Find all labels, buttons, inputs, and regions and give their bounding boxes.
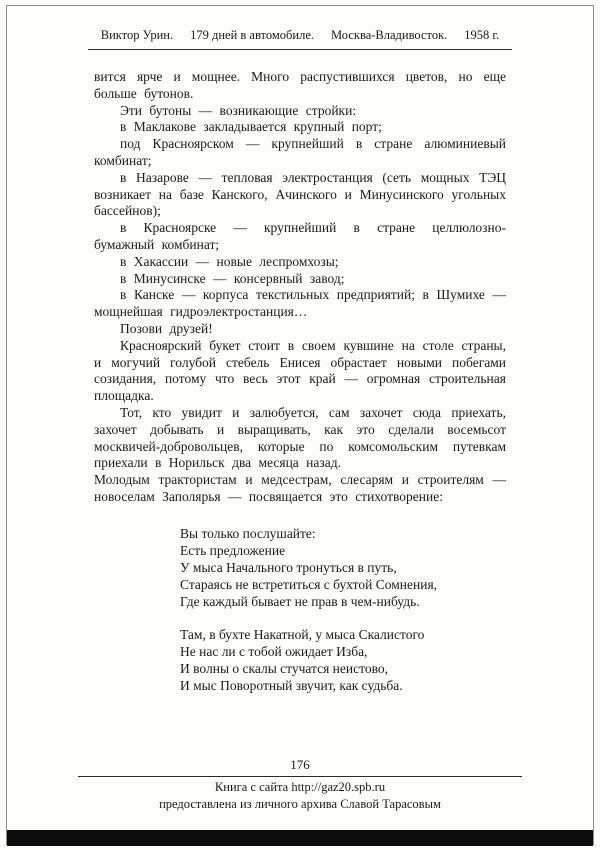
poem-line: Вы только послушайте:	[180, 525, 316, 541]
paragraph: в Канске — корпуса текстильных предприятий; в Шумихе — мощнейшая гидроэлектростанция…	[94, 287, 506, 320]
poem-block	[180, 525, 506, 694]
running-header	[94, 28, 506, 43]
poem-stanza	[180, 626, 506, 694]
header-route: Москва-Владивосток.	[331, 28, 448, 42]
paragraph: в Минусинске — консервный завод;	[120, 270, 345, 286]
footer-site-line: Книга с сайта http://gaz20.spb.ru	[214, 780, 386, 794]
paragraph: Позови друзей!	[120, 320, 213, 336]
body-text	[94, 69, 506, 506]
paragraph: Тот, кто увидит и залюбуется, сам захочет сюда приехать, захочет добывать и выращивать, как это сделали восемьсот москвичей-добровольцев, которые по комсомольским путевкам приехали в Норильск два месяца назад.	[94, 404, 506, 471]
header-rule	[88, 49, 512, 50]
paragraph: под Красноярском — крупнейший в стране алюминиевый комбинат;	[94, 136, 506, 168]
paragraph: Эти бутоны — возникающие стройки:	[120, 102, 357, 118]
poem-stanza	[180, 525, 506, 610]
poem-line: И волны о скалы стучатся неистово,	[180, 660, 388, 676]
poem-line: Есть предложение	[180, 542, 286, 558]
footer	[78, 776, 522, 812]
paragraph: в Хакассии — новые леспромхозы;	[120, 253, 339, 269]
poem-line: У мыса Начального тронуться в путь,	[180, 559, 397, 575]
paragraph: Красноярский букет стоит в своем кувшине на столе страны, и могучий голубой стебель Енисея обрастает новыми побегами созидания, потому что весь этот край — огромная строительная площадка.	[94, 337, 506, 404]
paragraph: в Маклакове закладывается крупный порт;	[120, 119, 382, 135]
scan-bottom-edge	[7, 830, 593, 846]
paragraph: в Назарове — тепловая электростанция (сеть мощных ТЭЦ возникает на базе Канского, Ачинского и Минусинского угольных бассейнов);	[94, 169, 506, 219]
page-content	[94, 28, 506, 694]
paragraph: Молодым трактористам и медсестрам, слесарям и строителям — новоселам Заполярья — посвящается это стихотворение:	[94, 472, 506, 504]
poem-line: И мыс Поворотный звучит, как судьба.	[180, 677, 403, 693]
footer-credit-line: предоставлена из личного архива Славой Тарасовым	[159, 796, 441, 811]
poem-line: Где каждый бывает не прав в чем-нибудь.	[180, 593, 420, 609]
paragraph: в Красноярске — крупнейший в стране целлюлозно-бумажный комбинат;	[94, 220, 506, 252]
poem-line: Там, в бухте Накатной, у мыса Скалистого	[180, 626, 425, 642]
header-book-title: 179 дней в автомобиле.	[190, 28, 314, 42]
header-author: Виктор Урин.	[100, 28, 174, 42]
header-year: 1958 г.	[464, 28, 500, 42]
poem-line: Не нас ли с тобой ожидает Изба,	[180, 643, 368, 659]
paragraph: вится ярче и мощнее. Много распустившихся цветов, но еще больше бутонов.	[94, 69, 506, 101]
page-number: 176	[290, 757, 310, 772]
poem-line: Стараясь не встретиться с бухтой Сомнения,	[180, 576, 438, 592]
